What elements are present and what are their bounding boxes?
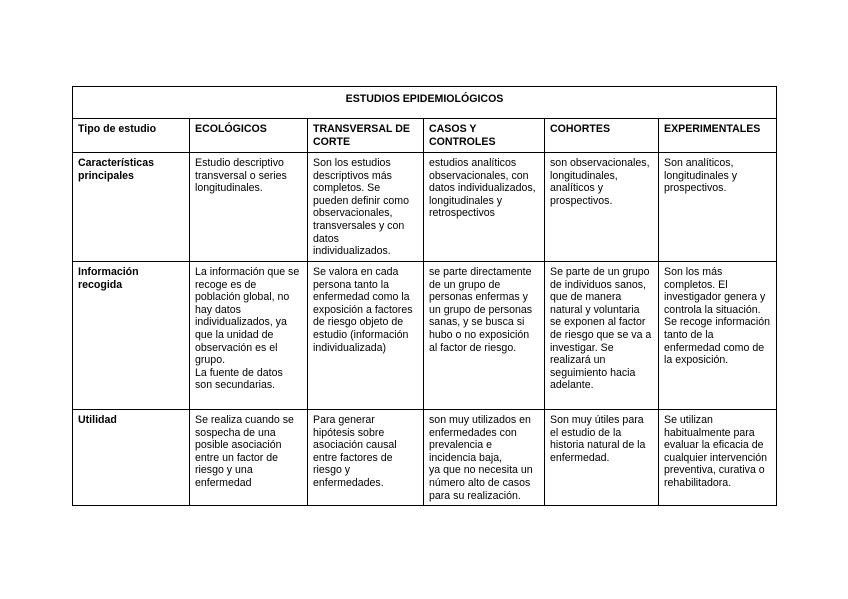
table-cell: Se realiza cuando se sospecha de una posible asociación entre un factor de riesgo y una enfermedad bbox=[190, 410, 308, 506]
table-cell: La información que se recoge es de población global, no hay datos individualizados, ya que la unidad de observación es el grupo. La fuente de datos son secundarias. bbox=[190, 262, 308, 410]
table-cell: estudios analíticos observacionales, con datos individualizados, longitudinales y retrospectivos bbox=[424, 153, 545, 262]
table-cell: Son los más completos. El investigador genera y controla la situación. Se recoge información tanto de la enfermedad como de la exposición. bbox=[659, 262, 777, 410]
header-cohortes: COHORTES bbox=[545, 119, 659, 153]
table-cell: Estudio descriptivo transversal o series longitudinales. bbox=[190, 153, 308, 262]
header-casos-controles: CASOS Y CONTROLES bbox=[424, 119, 545, 153]
table-cell: son observacionales, longitudinales, analíticos y prospectivos. bbox=[545, 153, 659, 262]
table-cell: Para generar hipótesis sobre asociación causal entre factores de riesgo y enfermedades. bbox=[308, 410, 424, 506]
table-row bbox=[73, 262, 777, 410]
table-cell: se parte directamente de un grupo de personas enfermas y un grupo de personas sanas, y se busca si hubo o no exposición al factor de riesgo. bbox=[424, 262, 545, 410]
table-cell: Son muy útiles para el estudio de la historia natural de la enfermedad. bbox=[545, 410, 659, 506]
table-cell: Se utilizan habitualmente para evaluar la eficacia de cualquier intervención preventiva, curativa o rehabilitadora. bbox=[659, 410, 777, 506]
table-cell: Se parte de un grupo de individuos sanos, que de manera natural y voluntaria se exponen al factor de riesgo que se va a investigar. Se realizará un seguimiento hacia adelante. bbox=[545, 262, 659, 410]
table-cell: Se valora en cada persona tanto la enfermedad como la exposición a factores de riesgo objeto de estudio (información individualizada) bbox=[308, 262, 424, 410]
header-transversal: TRANSVERSAL DE CORTE bbox=[308, 119, 424, 153]
row-label-caracteristicas: Características principales bbox=[73, 153, 190, 262]
table-row bbox=[73, 153, 777, 262]
row-label-utilidad: Utilidad bbox=[73, 410, 190, 506]
table-row bbox=[73, 410, 777, 506]
header-experimentales: EXPERIMENTALES bbox=[659, 119, 777, 153]
table-cell: son muy utilizados en enfermedades con prevalencia e incidencia baja, ya que no necesita un número alto de casos para su realización. bbox=[424, 410, 545, 506]
table-cell: Son los estudios descriptivos más completos. Se pueden definir como observacionales, transversales y con datos individualizados. bbox=[308, 153, 424, 262]
table-title-row bbox=[73, 87, 777, 119]
row-label-informacion: Información recogida bbox=[73, 262, 190, 410]
table-title: ESTUDIOS EPIDEMIOLÓGICOS bbox=[73, 87, 777, 119]
table-cell: Son analíticos, longitudinales y prospectivos. bbox=[659, 153, 777, 262]
header-ecologicos: ECOLÓGICOS bbox=[190, 119, 308, 153]
epidemiological-studies-table bbox=[72, 86, 777, 506]
table-header-row bbox=[73, 119, 777, 153]
header-label: Tipo de estudio bbox=[73, 119, 190, 153]
